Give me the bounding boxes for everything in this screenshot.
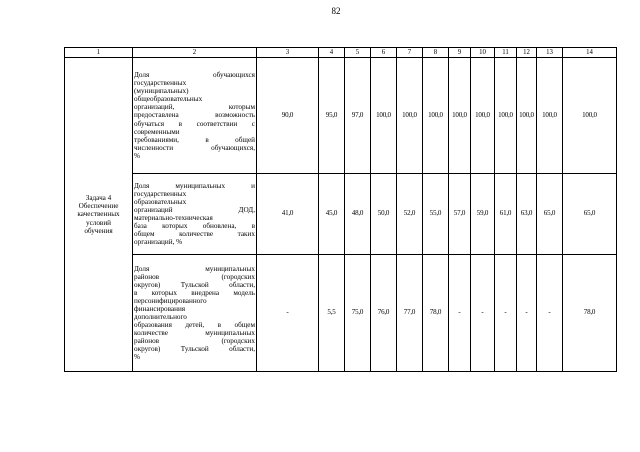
table-row (65, 174, 617, 255)
indicator-line: база которых обновлена, в (134, 222, 255, 231)
column-number-cell: 12 (517, 48, 537, 58)
indicator-line: образования детей, в общем (134, 321, 255, 330)
indicator-line: (муниципальных) (134, 87, 189, 96)
table-row (65, 58, 617, 174)
column-number-cell: 7 (397, 48, 423, 58)
indicator-cell (133, 255, 257, 372)
indicator-line: районов (городских (134, 272, 255, 281)
indicator-line: округов) Тульской области, (134, 280, 255, 289)
indicator-line: образовательных (134, 197, 187, 206)
indicator-line: предоставлена возможность (134, 111, 255, 120)
indicator-line: общеобразовательных (134, 95, 203, 104)
value-cell: 100,0 (537, 58, 563, 174)
value-cell: 61,0 (495, 174, 517, 255)
indicator-line: количестве муниципальных (134, 329, 255, 338)
value-cell: 100,0 (397, 58, 423, 174)
value-cell: 5,5 (319, 255, 345, 372)
value-cell: 63,0 (517, 174, 537, 255)
indicator-line: Доля муниципальных (134, 264, 255, 273)
task-line: обучения (84, 226, 113, 235)
indicator-line: организаций, которым (134, 103, 255, 112)
value-cell: 52,0 (397, 174, 423, 255)
value-cell: - (537, 255, 563, 372)
value-cell: 97,0 (345, 58, 371, 174)
value-cell: 65,0 (537, 174, 563, 255)
indicator-cell (133, 58, 257, 174)
indicator-line: численности обучающихся, (134, 143, 255, 152)
indicator-line: обучаться в соответствии с (134, 119, 255, 128)
column-number-cell: 6 (371, 48, 397, 58)
task-cell (65, 58, 133, 372)
indicator-line: персонифицированного (134, 296, 207, 305)
value-cell: 65,0 (563, 174, 617, 255)
value-cell: 77,0 (397, 255, 423, 372)
indicator-line: Доля обучающихся (134, 71, 255, 80)
indicator-line: общем количестве таких (134, 230, 255, 239)
value-cell: 100,0 (423, 58, 449, 174)
column-number-cell: 1 (65, 48, 133, 58)
value-cell: - (471, 255, 495, 372)
column-number-cell: 4 (319, 48, 345, 58)
value-cell: 100,0 (449, 58, 471, 174)
indicator-line: районов (городских (134, 337, 255, 346)
task-line: Обеспечение (78, 202, 119, 211)
task-line: Задача 4 (85, 194, 112, 203)
task-line: условий (85, 218, 112, 227)
column-number-cell: 13 (537, 48, 563, 58)
column-number-cell: 3 (257, 48, 319, 58)
indicator-cell (133, 174, 257, 255)
indicator-line: организаций ДОД, (134, 205, 255, 214)
value-cell: 55,0 (423, 174, 449, 255)
column-number-cell: 5 (345, 48, 371, 58)
value-cell: 100,0 (371, 58, 397, 174)
indicator-line: % (134, 151, 140, 160)
value-cell: 59,0 (471, 174, 495, 255)
value-cell: - (257, 255, 319, 372)
value-cell: 100,0 (517, 58, 537, 174)
column-number-row (65, 48, 617, 58)
column-number-cell: 10 (471, 48, 495, 58)
indicator-line: Доля муниципальных и (134, 181, 255, 190)
value-cell: 100,0 (471, 58, 495, 174)
indicators-table (64, 47, 617, 372)
task-line: качественных (77, 210, 120, 219)
page-number: 82 (331, 6, 341, 16)
indicator-line: организаций, % (134, 238, 183, 247)
indicator-line: финансирования (134, 304, 186, 313)
value-cell: - (449, 255, 471, 372)
value-cell: 41,0 (257, 174, 319, 255)
value-cell: 78,0 (423, 255, 449, 372)
column-number-cell: 14 (563, 48, 617, 58)
value-cell: 78,0 (563, 255, 617, 372)
value-cell: 100,0 (495, 58, 517, 174)
indicator-line: округов) Тульской области, (134, 345, 255, 354)
value-cell: 48,0 (345, 174, 371, 255)
value-cell: 45,0 (319, 174, 345, 255)
table-row (65, 255, 617, 372)
column-number-cell: 11 (495, 48, 517, 58)
indicator-line: дополнительного (134, 313, 187, 321)
indicator-line: государственных (134, 79, 187, 88)
value-cell: 90,0 (257, 58, 319, 174)
column-number-cell: 9 (449, 48, 471, 58)
value-cell: 57,0 (449, 174, 471, 255)
column-number-cell: 8 (423, 48, 449, 58)
indicator-line: государственных (134, 189, 187, 198)
value-cell: 76,0 (371, 255, 397, 372)
indicator-line: % (134, 353, 140, 362)
indicator-line: требованиями, в общей (134, 135, 255, 144)
value-cell: 50,0 (371, 174, 397, 255)
indicator-line: в которых внедрена модель (134, 288, 255, 297)
indicator-line: материально-техническая (134, 214, 213, 222)
value-cell: 75,0 (345, 255, 371, 372)
value-cell: 95,0 (319, 58, 345, 174)
value-cell: - (495, 255, 517, 372)
indicator-line: современными (134, 127, 180, 136)
column-number-cell: 2 (133, 48, 257, 58)
value-cell: 100,0 (563, 58, 617, 174)
value-cell: - (517, 255, 537, 372)
